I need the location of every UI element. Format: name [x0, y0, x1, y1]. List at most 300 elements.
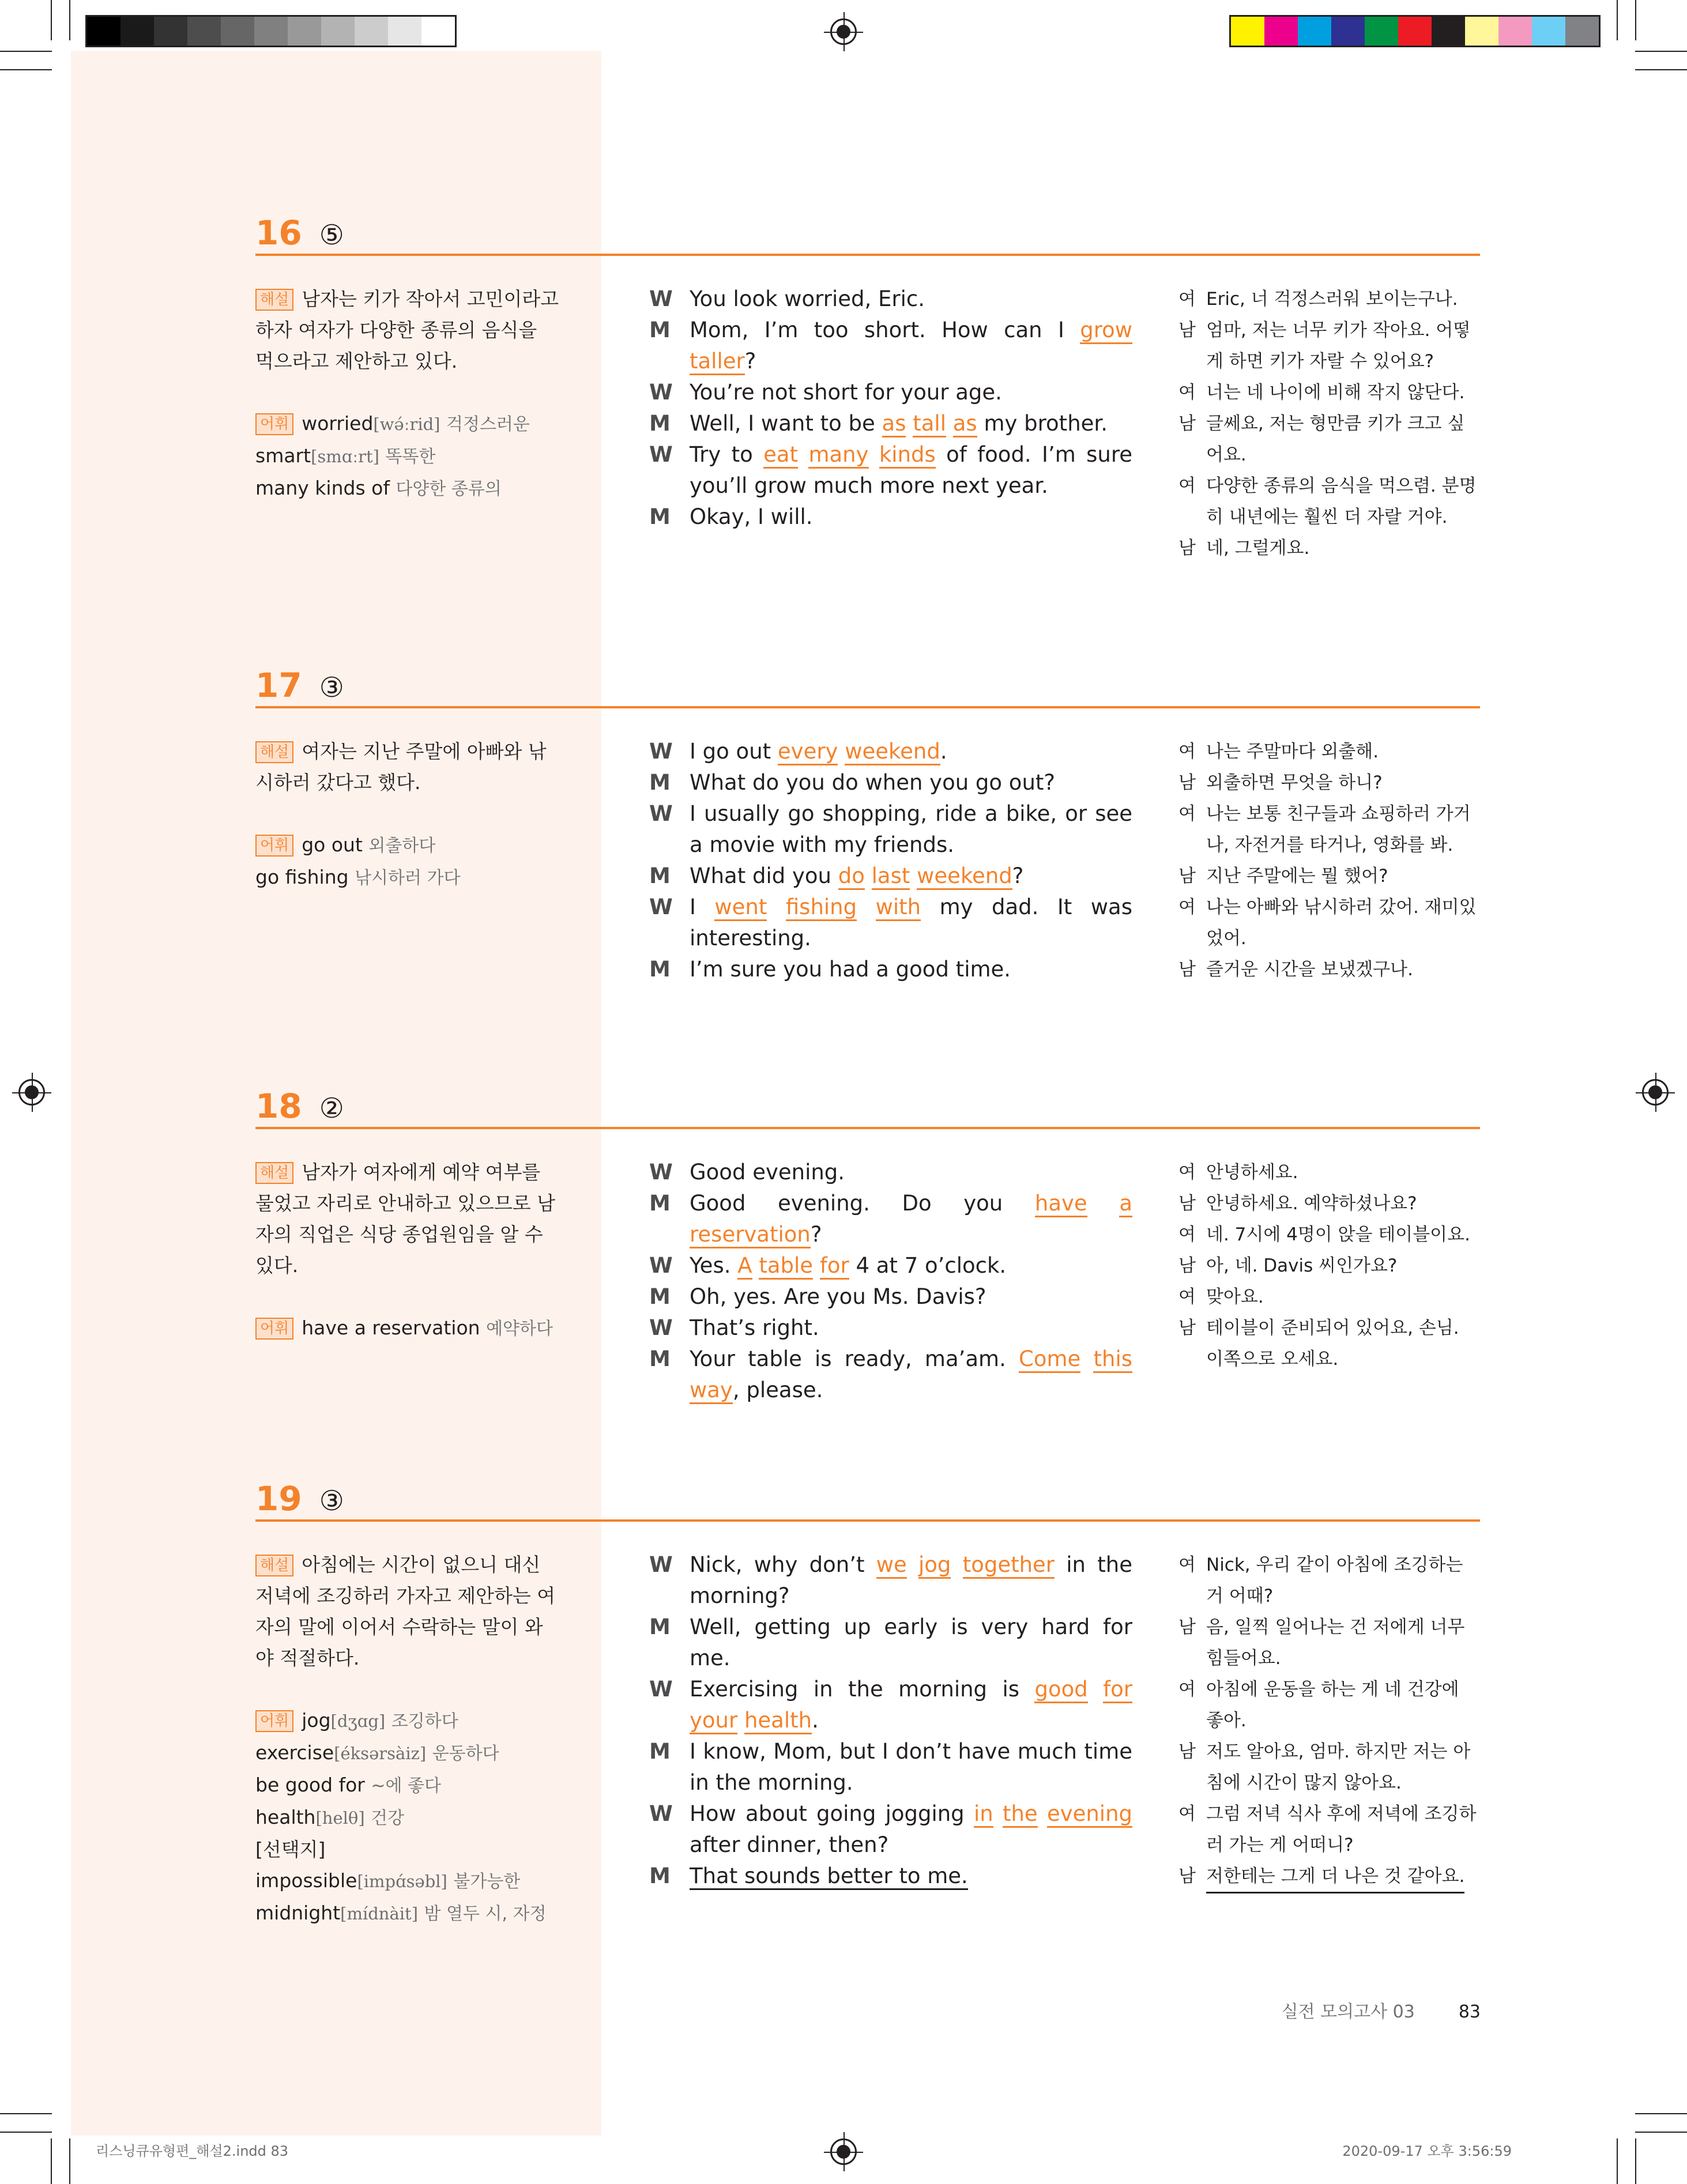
dialogue-fragment: 4 at 7 o’clock.: [849, 1253, 1007, 1278]
speaker-label: W: [649, 286, 673, 311]
explanation-tag: 해설: [255, 741, 293, 763]
dialogue-text: [690, 1312, 1132, 1344]
dialogue-fragment: I: [690, 895, 715, 919]
color-swatch: [1298, 17, 1331, 46]
translation-speaker: 남: [1178, 866, 1196, 887]
dialogue-fragment: [993, 1801, 1003, 1826]
translation-column: [1178, 284, 1481, 564]
vocab-meaning: 건강: [371, 1808, 405, 1828]
translation-line: [1178, 315, 1481, 377]
vocab-item: [255, 408, 561, 440]
dialogue-text: [690, 1736, 1132, 1798]
vocab-list: [255, 408, 561, 505]
translation-speaker: 남: [1178, 1741, 1196, 1762]
translation-speaker: 남: [1178, 538, 1196, 559]
color-swatch: [1432, 17, 1465, 46]
dialogue-text: [690, 1549, 1132, 1612]
translation-speaker: 여: [1178, 1287, 1196, 1307]
dialogue-fragment: [907, 1552, 918, 1577]
crop-mark: [51, 0, 52, 40]
color-swatch: [1231, 17, 1264, 46]
translation-speaker: 여: [1178, 382, 1196, 403]
color-swatch: [1532, 17, 1565, 46]
crop-mark: [1635, 0, 1636, 40]
translation-line: [1178, 798, 1481, 861]
answer-blank: as: [953, 411, 977, 437]
translation-text: 저도 알아요, 엄마. 하지만 저는 아침에 시간이 많지 않아요.: [1206, 1741, 1471, 1793]
crop-mark: [1635, 2138, 1636, 2184]
dialogue-text: [690, 892, 1132, 954]
translation-speaker: 남: [1178, 413, 1196, 434]
dialogue-fragment: , please.: [732, 1378, 823, 1402]
vocab-phonetic: [éksərsàiz]: [334, 1744, 427, 1763]
dialogue-column: [649, 1549, 1132, 1892]
dialogue-line: [649, 501, 1132, 533]
dialogue-fragment: [813, 1253, 820, 1278]
dialogue-line: [649, 1312, 1132, 1344]
answer-blank: we: [876, 1552, 907, 1579]
dialogue-fragment: of food. I’m sure you’ll grow much more next year.: [690, 442, 1132, 498]
translation-line: [1178, 736, 1481, 767]
dialogue-text: [690, 1157, 1132, 1188]
speaker-label: M: [649, 411, 671, 436]
translation-line: [1178, 1798, 1481, 1861]
translation-speaker: 남: [1178, 959, 1196, 980]
vocab-item: [255, 1865, 561, 1898]
translation-column: [1178, 736, 1481, 985]
translation-text: 테이블이 준비되어 있어요, 손님. 이쪽으로 오세요.: [1206, 1318, 1459, 1370]
translation-text: 글쎄요, 저는 형만큼 키가 크고 싶어요.: [1206, 413, 1465, 465]
color-swatch: [1498, 17, 1532, 46]
translation-line: [1178, 1861, 1481, 1893]
process-color-bar: [1229, 15, 1601, 47]
dialogue-text: [690, 1188, 1132, 1250]
question-number: 18: [255, 1087, 302, 1126]
vocab-item: [255, 862, 561, 894]
color-swatch: [1398, 17, 1432, 46]
dialogue-fragment: [869, 442, 879, 467]
answer-choice: ③: [319, 1485, 344, 1517]
translation-speaker: 여: [1178, 1162, 1196, 1183]
dialogue-fragment: Nick, why don’t: [690, 1552, 876, 1577]
dialogue-fragment: [1080, 1346, 1093, 1371]
dialogue-fragment: [798, 442, 808, 467]
vocab-meaning: 밤 열두 시, 자정: [424, 1904, 547, 1924]
crop-mark: [1635, 69, 1687, 70]
translation-speaker: 여: [1178, 1555, 1196, 1575]
dialogue-line: [649, 954, 1132, 985]
speaker-label: W: [649, 1801, 673, 1826]
color-swatch: [120, 17, 154, 46]
dialogue-line: [649, 377, 1132, 408]
vocab-meaning: 외출하다: [368, 836, 436, 856]
dialogue-line: [649, 1736, 1132, 1798]
speaker-label: W: [649, 1677, 673, 1702]
translation-text: 나는 보통 친구들과 쇼핑하러 가거나, 자전거를 타거나, 영화를 봐.: [1206, 804, 1471, 855]
translation-line: [1178, 533, 1481, 564]
translation-speaker: 남: [1178, 1318, 1196, 1338]
translation-line: [1178, 1549, 1481, 1612]
dialogue-fragment: my dad. It was interesting.: [690, 895, 1132, 950]
dialogue-fragment: [838, 739, 845, 764]
speaker-label: M: [649, 1191, 671, 1216]
speaker-label: M: [649, 863, 671, 888]
page-footer: [1282, 1997, 1481, 2023]
speaker-label: W: [649, 442, 673, 467]
dialogue-text: [690, 1250, 1132, 1281]
vocab-list: [255, 1312, 561, 1345]
translation-speaker: 남: [1178, 1193, 1196, 1214]
dialogue-fragment: ?: [1012, 863, 1024, 888]
dialogue-fragment: [910, 863, 917, 888]
color-swatch: [321, 17, 355, 46]
underlined-answer: That sounds better to me.: [690, 1864, 968, 1890]
translation-text: 지난 주말에는 뭘 했어?: [1206, 866, 1388, 887]
answer-blank: good: [1034, 1677, 1087, 1703]
answer-blank: the: [1003, 1801, 1038, 1828]
dialogue-text: [690, 284, 1132, 315]
dialogue-fragment: [1038, 1801, 1047, 1826]
speaker-label: W: [649, 801, 673, 826]
translation-text: 나는 아빠와 낚시하러 갔어. 재미있었어.: [1206, 897, 1477, 949]
vocab-item: [255, 1802, 561, 1834]
translation-text: 네, 그럴게요.: [1206, 538, 1310, 559]
dialogue-line: [649, 1612, 1132, 1674]
translation-text: Eric, 너 걱정스러워 보이는구나.: [1206, 289, 1458, 310]
registration-mark-icon: [830, 2138, 857, 2165]
question-header: [255, 666, 344, 705]
dialogue-fragment: Exercising in the morning is: [690, 1677, 1035, 1702]
translation-column: [1178, 1157, 1481, 1375]
dialogue-fragment: ?: [744, 349, 756, 374]
section-divider: [255, 1519, 1480, 1522]
dialogue-text: [690, 1281, 1132, 1312]
registration-mark-icon: [830, 18, 857, 45]
translation-line: [1178, 377, 1481, 408]
dialogue-text: [690, 1612, 1132, 1674]
dialogue-fragment: How about going jogging: [690, 1801, 974, 1826]
answer-blank: A: [737, 1253, 752, 1280]
dialogue-text: [690, 1798, 1132, 1861]
answer-blank: taller: [690, 349, 745, 375]
translation-text: 안녕하세요. 예약하셨나요?: [1206, 1193, 1417, 1214]
answer-blank: together: [963, 1552, 1055, 1579]
speaker-label: W: [649, 380, 673, 405]
question-number: 17: [255, 666, 302, 705]
vocab-meaning: 똑똑한: [385, 447, 436, 467]
dialogue-fragment: What do you do when you go out?: [690, 770, 1056, 795]
color-swatch: [421, 17, 455, 46]
dialogue-fragment: I go out: [690, 739, 778, 764]
dialogue-fragment: I know, Mom, but I don’t have much time in the morning.: [690, 1739, 1132, 1795]
answer-choice: ②: [319, 1092, 344, 1125]
section-title: 실전 모의고사 03: [1281, 2002, 1415, 2022]
vocab-word: be good for: [255, 1774, 365, 1796]
translation-line: [1178, 1312, 1481, 1375]
dialogue-fragment: [1087, 1191, 1120, 1216]
translation-speaker: 여: [1178, 741, 1196, 762]
dialogue-fragment: .: [940, 739, 947, 764]
vocab-item: [255, 473, 561, 505]
translation-speaker: 여: [1178, 897, 1196, 918]
translation-text: 외출하면 무엇을 하니?: [1206, 772, 1383, 793]
translation-speaker: 남: [1178, 772, 1196, 793]
explanation-text: [255, 1549, 561, 1674]
color-swatch: [1264, 17, 1298, 46]
answer-blank: went: [714, 895, 767, 921]
dialogue-text: [690, 954, 1132, 985]
speaker-label: W: [649, 739, 673, 764]
explanation-body: 아침에는 시간이 없으니 대신 저녁에 조깅하러 가자고 제안하는 여자의 말에 이어서 수락하는 말이 와야 적절하다.: [255, 1553, 556, 1669]
answer-blank: for: [1103, 1677, 1132, 1703]
answer-blank: with: [876, 895, 921, 921]
speaker-label: W: [649, 1315, 673, 1340]
dialogue-line: [649, 1250, 1132, 1281]
dialogue-text: [690, 736, 1132, 767]
dialogue-text: [690, 315, 1132, 377]
answer-blank: a: [1119, 1191, 1132, 1217]
translation-speaker: 남: [1178, 1617, 1196, 1638]
dialogue-fragment: Okay, I will.: [690, 504, 813, 529]
vocab-word: go fishing: [255, 866, 349, 888]
translation-text: 네. 7시에 4명이 앉을 테이블이요.: [1206, 1224, 1470, 1245]
speaker-label: M: [649, 1615, 671, 1639]
dialogue-line: [649, 284, 1132, 315]
answer-blank: way: [690, 1378, 733, 1404]
vocab-tag: 어휘: [255, 1318, 293, 1340]
dialogue-fragment: Yes.: [690, 1253, 738, 1278]
answer-blank: for: [820, 1253, 849, 1280]
dialogue-line: [649, 1861, 1132, 1892]
speaker-label: W: [649, 1160, 673, 1185]
explanation-body: 남자는 키가 작아서 고민이라고 하자 여자가 다양한 종류의 음식을 먹으라고 제안하고 있다.: [255, 288, 559, 372]
translation-speaker: 여: [1178, 804, 1196, 824]
speaker-label: M: [649, 1739, 671, 1764]
speaker-label: W: [649, 1552, 673, 1577]
vocab-word: health: [255, 1806, 316, 1828]
question-number: 16: [255, 213, 302, 252]
answer-blank: have: [1035, 1191, 1087, 1217]
answer-blank: eat: [763, 442, 798, 469]
translation-speaker: 남: [1178, 320, 1196, 341]
dialogue-line: [649, 861, 1132, 892]
translation-text: 너는 네 나이에 비해 작지 않단다.: [1206, 382, 1465, 403]
answer-blank: every: [778, 739, 838, 765]
color-swatch: [154, 17, 187, 46]
crop-mark: [69, 0, 70, 40]
dialogue-line: [649, 1549, 1132, 1612]
slug-filename: 리스닝큐유형편_해설2.indd 83: [96, 2143, 289, 2159]
dialogue-fragment: my brother.: [977, 411, 1108, 436]
speaker-label: M: [649, 504, 671, 529]
color-swatch: [1565, 17, 1599, 46]
color-swatch: [187, 17, 221, 46]
translation-speaker: 여: [1178, 1804, 1196, 1824]
dialogue-fragment: in the morning?: [690, 1552, 1132, 1608]
dialogue-fragment: [906, 411, 913, 436]
dialogue-fragment: [946, 411, 953, 436]
vocab-meaning: 예약하다: [486, 1319, 553, 1339]
dialogue-text: [690, 501, 1132, 533]
color-swatch: [87, 17, 120, 46]
crop-mark: [0, 2132, 52, 2133]
translation-text: 음, 일찍 일어나는 건 저에게 너무 힘들어요.: [1206, 1617, 1465, 1669]
section-divider: [255, 706, 1480, 708]
answer-blank: tall: [913, 411, 946, 437]
crop-mark: [1635, 2132, 1687, 2133]
dialogue-text: [690, 798, 1132, 861]
translation-line: [1178, 1281, 1481, 1312]
translation-text: 나는 주말마다 외출해.: [1206, 741, 1379, 762]
question-header: [255, 1479, 344, 1518]
answer-blank: table: [759, 1253, 813, 1280]
dialogue-line: [649, 1798, 1132, 1861]
vocab-word: go out: [302, 833, 363, 856]
vocab-tag: 어휘: [255, 413, 293, 435]
speaker-label: M: [649, 318, 671, 342]
translation-text: 아, 네. Davis 씨인가요?: [1206, 1255, 1398, 1276]
crop-mark: [69, 2138, 70, 2184]
translation-line: [1178, 1188, 1481, 1219]
vocab-list: [255, 1705, 561, 1930]
color-swatch: [221, 17, 254, 46]
dialogue-fragment: [752, 1253, 759, 1278]
translation-text: Nick, 우리 같이 아침에 조깅하는 거 어때?: [1206, 1555, 1463, 1606]
dialogue-fragment: I usually go shopping, ride a bike, or see a movie with my friends.: [690, 801, 1132, 857]
dialogue-line: [649, 892, 1132, 954]
translation-speaker: 여: [1178, 476, 1196, 496]
vocab-word: many kinds of: [255, 477, 390, 499]
crop-mark: [1635, 51, 1687, 52]
speaker-label: M: [649, 1284, 671, 1309]
explanation-tag: 해설: [255, 1555, 293, 1576]
section-divider: [255, 1127, 1480, 1129]
crop-mark: [1617, 2138, 1618, 2184]
translation-text: 아침에 운동을 하는 게 네 건강에 좋아.: [1206, 1679, 1459, 1731]
dialogue-text: [690, 377, 1132, 408]
vocab-item: [255, 1898, 561, 1930]
translation-line: [1178, 954, 1481, 985]
answer-blank: do: [838, 863, 865, 890]
dialogue-fragment: Oh, yes. Are you Ms. Davis?: [690, 1284, 986, 1309]
dialogue-text: [690, 1861, 1132, 1892]
dialogue-text: [690, 1674, 1132, 1736]
dialogue-line: [649, 408, 1132, 439]
crop-mark: [0, 2113, 52, 2114]
dialogue-column: [649, 284, 1132, 533]
vocab-meaning: 걱정스러운: [446, 414, 530, 435]
answer-blank: your: [690, 1708, 737, 1734]
translation-text: 다양한 종류의 음식을 먹으렴. 분명히 내년에는 훨씬 더 자랄 거야.: [1206, 476, 1477, 527]
dialogue-text: [690, 1344, 1132, 1406]
dialogue-line: [649, 1344, 1132, 1406]
vocab-meaning: ~에 좋다: [371, 1776, 442, 1796]
color-swatch: [288, 17, 321, 46]
vocab-tag: 어휘: [255, 1710, 293, 1732]
vocab-word: exercise: [255, 1741, 334, 1764]
dialogue-column: [649, 1157, 1132, 1406]
section-divider: [255, 254, 1480, 256]
vocab-word: smart: [255, 444, 311, 467]
vocab-meaning: 불가능한: [453, 1872, 521, 1892]
answer-blank: health: [744, 1708, 812, 1734]
answer-choice: ③: [319, 672, 344, 704]
question-number: 19: [255, 1479, 302, 1518]
translation-line: [1178, 892, 1481, 954]
translation-line: [1178, 767, 1481, 798]
explanation-column: [255, 1549, 561, 1930]
question-header: [255, 213, 344, 252]
dialogue-fragment: [951, 1552, 962, 1577]
speaker-label: W: [649, 895, 673, 919]
dialogue-line: [649, 1674, 1132, 1736]
translation-line: [1178, 470, 1481, 533]
crop-mark: [0, 51, 52, 52]
dialogue-line: [649, 798, 1132, 861]
vocab-list: [255, 829, 561, 894]
answer-blank: reservation: [690, 1222, 811, 1248]
speaker-label: M: [649, 1346, 671, 1371]
vocab-phonetic: [smɑːrt]: [311, 447, 379, 466]
answer-blank: grow: [1080, 318, 1132, 344]
vocab-item: [255, 829, 561, 862]
answer-blank: in: [974, 1801, 993, 1828]
translation-line: [1178, 1250, 1481, 1281]
answer-blank: kinds: [879, 442, 936, 469]
crop-mark: [0, 69, 52, 70]
vocab-word: worried: [302, 412, 374, 435]
vocab-phonetic: [wə́ːrid]: [373, 414, 440, 434]
translation-speaker: 여: [1178, 1679, 1196, 1700]
explanation-text: [255, 736, 561, 798]
slug-datetime: 2020-09-17 오후 3:56:59: [1342, 2143, 1512, 2159]
translation-line: [1178, 1219, 1481, 1250]
registration-mark-icon: [18, 1079, 45, 1106]
color-swatch: [1331, 17, 1365, 46]
vocab-meaning: 다양한 종류의: [396, 479, 502, 499]
explanation-column: [255, 284, 561, 505]
answer-blank: as: [882, 411, 906, 437]
translation-text: 저한테는 그게 더 나은 것 같아요.: [1206, 1861, 1464, 1893]
translation-line: [1178, 1157, 1481, 1188]
crop-mark: [51, 2138, 52, 2184]
vocab-word: have a reservation: [302, 1317, 480, 1339]
answer-blank: fishing: [786, 895, 857, 921]
vocab-item: [255, 1737, 561, 1770]
dialogue-fragment: [737, 1708, 744, 1733]
vocab-meaning: 조깅하다: [391, 1711, 458, 1732]
speaker-label: M: [649, 770, 671, 795]
vocab-phonetic: [mídnàit]: [340, 1904, 419, 1923]
dialogue-text: [690, 767, 1132, 798]
explanation-body: 여자는 지난 주말에 아빠와 낚시하러 갔다고 했다.: [255, 740, 547, 794]
dialogue-fragment: What did you: [690, 863, 838, 888]
translation-speaker: 여: [1178, 1224, 1196, 1245]
explanation-text: [255, 284, 561, 377]
color-swatch: [1365, 17, 1398, 46]
explanation-column: [255, 736, 561, 894]
dialogue-fragment: ?: [810, 1222, 822, 1247]
dialogue-line: [649, 767, 1132, 798]
dialogue-fragment: [767, 895, 785, 919]
explanation-tag: 해설: [255, 289, 293, 311]
explanation-tag: 해설: [255, 1162, 293, 1184]
dialogue-fragment: .: [812, 1708, 819, 1733]
question-header: [255, 1087, 344, 1126]
dialogue-line: [649, 439, 1132, 501]
page-number: 83: [1458, 2002, 1481, 2022]
color-swatch: [254, 17, 288, 46]
